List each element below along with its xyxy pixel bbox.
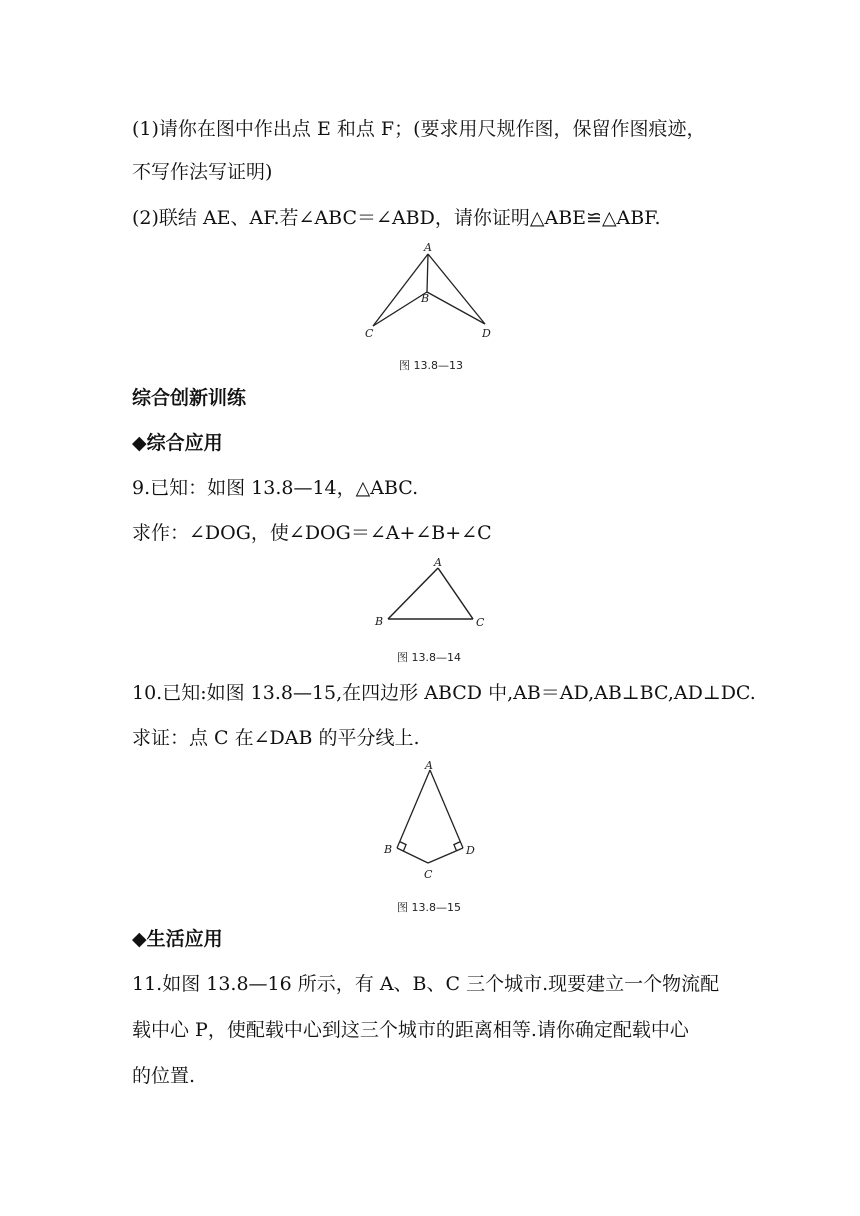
section-title: 综合创新训练: [132, 387, 247, 409]
question-11-line-3: 的位置.: [132, 1065, 196, 1087]
figure-13-8-13: [355, 240, 505, 345]
problem-part-1-line-1: (1)请你在图中作出点 E 和点 F；(要求用尺规作图，保留作图痕迹，: [132, 118, 706, 140]
problem-part-2: (2)联结 AE、AF.若∠ABC＝∠ABD，请你证明△ABE≌△ABF.: [132, 207, 661, 229]
label-c: C: [476, 616, 485, 629]
label-a: A: [434, 556, 442, 569]
label-c: C: [424, 868, 433, 881]
question-9-line-2: 求作：∠DOG，使∠DOG＝∠A+∠B+∠C: [132, 522, 492, 544]
label-d: D: [466, 844, 475, 857]
figure-caption: 图 13.8—14: [397, 651, 461, 664]
figure-13-8-14: [370, 555, 495, 635]
question-11-line-1: 11.如图 13.8—16 所示，有 A、B、C 三个城市.现要建立一个物流配: [132, 973, 720, 995]
figure-caption: 图 13.8—13: [399, 359, 463, 372]
label-b: B: [375, 615, 384, 628]
question-10-line-2: 求证：点 C 在∠DAB 的平分线上.: [132, 727, 420, 749]
label-a: A: [424, 241, 432, 254]
label-d: D: [482, 327, 491, 340]
label-b: B: [421, 292, 430, 305]
label-a: A: [425, 759, 433, 772]
label-b: B: [384, 843, 393, 856]
subsection-title: ◆综合应用: [132, 432, 223, 454]
question-11-line-2: 载中心 P，使配载中心到这三个城市的距离相等.请你确定配载中心: [132, 1019, 689, 1041]
label-c: C: [365, 327, 374, 340]
question-9-line-1: 9.已知：如图 13.8—14，△ABC.: [132, 477, 419, 499]
subsection-title: ◆生活应用: [132, 928, 223, 950]
figure-13-8-15: [375, 758, 485, 883]
question-10-line-1: 10.已知:如图 13.8—15,在四边形 ABCD 中,AB＝AD,AB⊥BC,AD⊥DC.: [132, 682, 756, 704]
figure-caption: 图 13.8—15: [397, 901, 461, 914]
problem-part-1-line-2: 不写作法写证明): [132, 161, 273, 183]
